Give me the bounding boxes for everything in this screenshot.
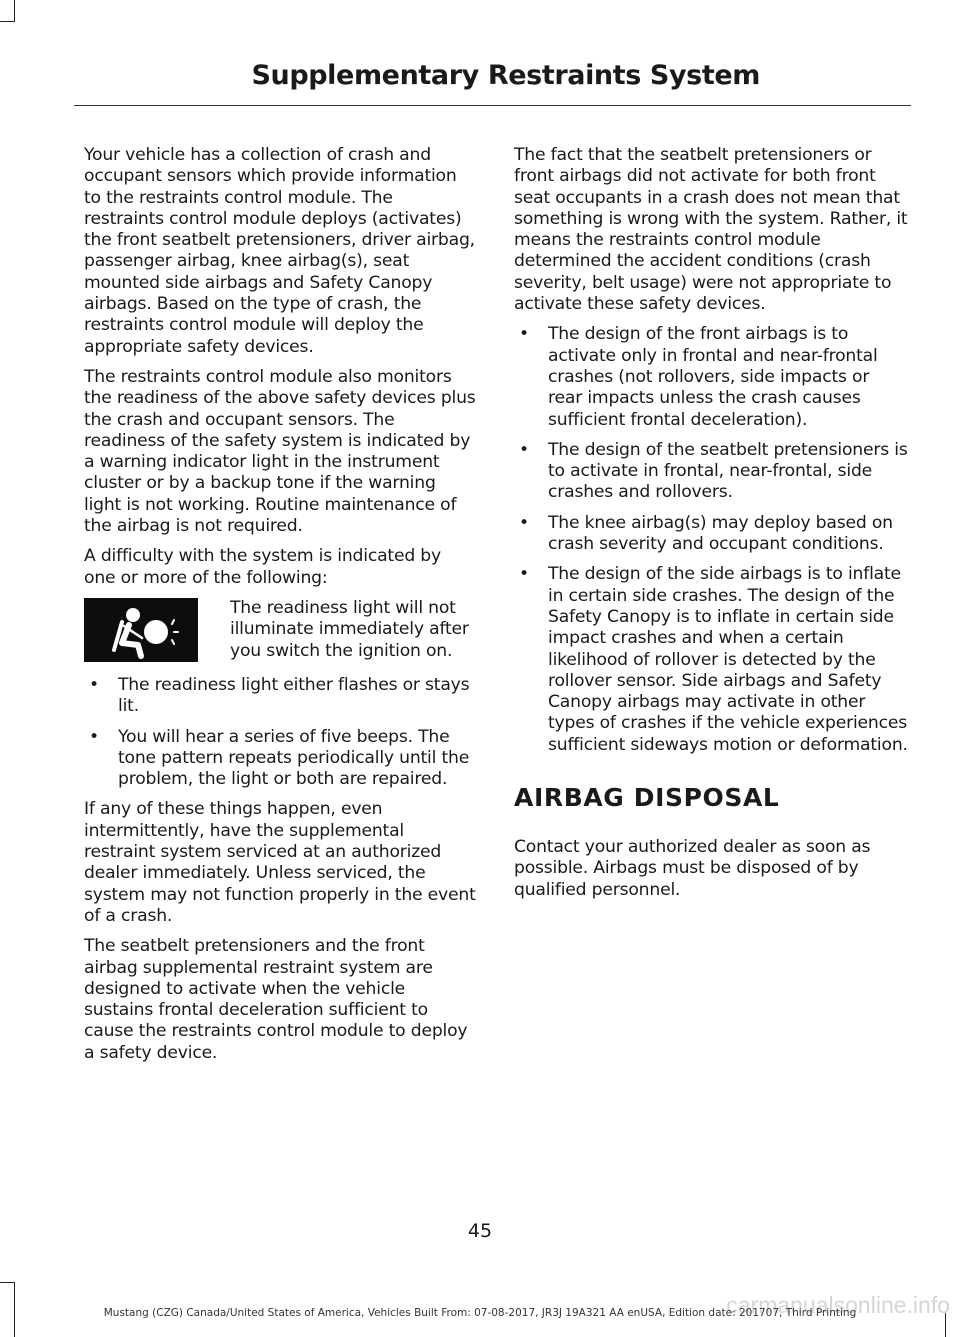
bullet-glyph: • xyxy=(519,439,529,460)
bullet-glyph: • xyxy=(519,512,529,533)
paragraph: If any of these things happen, even intermittently, have the supplemental restraint system serviced at an authorized dealer immediately. Unless serviced, the system may not function properly in the event of a crash. xyxy=(84,799,476,926)
header-divider xyxy=(74,105,911,106)
warning-light-row xyxy=(84,598,476,666)
list-item xyxy=(514,513,908,556)
list-item-text: The design of the front airbags is to activate only in frontal and near-frontal crashes (not rollovers, side impacts or rear impacts unless the crash causes sufficient frontal deceleration). xyxy=(548,324,878,430)
crop-mark xyxy=(14,0,15,22)
bullet-glyph: • xyxy=(89,674,99,695)
paragraph: Your vehicle has a collection of crash and occupant sensors which provide information to the restraints control module. The restraints control module deploys (activates) the front seatbelt pretensioners, driver airbag, passenger airbag, knee airbag(s), seat mounted side airbags and Safety Canopy airbags. Based on the type of crash, the restraints control module will deploy the appropriate safety devices. xyxy=(84,145,475,357)
section-heading: AIRBAG DISPOSAL xyxy=(514,783,780,813)
warning-light-description: The readiness light will not illuminate immediately after you switch the ignition on. xyxy=(230,597,469,661)
right-column xyxy=(514,145,908,910)
paragraph: The fact that the seatbelt pretensioners or front airbags did not activate for both front seat occupants in a crash does not mean that something is wrong with the system. Rather, it means the restraints control module determined the accident conditions (crash severity, belt usage) were not appropriate to activate these safety devices. xyxy=(514,145,908,315)
list-item xyxy=(514,564,908,756)
list-item-text: You will hear a series of five beeps. The tone pattern repeats periodically until the problem, the light or both are repaired. xyxy=(118,726,470,790)
list-item-text: The design of the side airbags is to inflate in certain side crashes. The design of the Safety Canopy is to inflate in certain side impact crashes and when a certain likelihood of rollover is detected by the rollover sensor. Side airbags and Safety Canopy airbags may activate in other types of crashes if the vehicle experiences sufficient sideways motion or deformation. xyxy=(548,564,908,755)
crop-mark xyxy=(0,21,14,22)
list-item xyxy=(84,675,476,718)
airbag-warning-icon-graphic xyxy=(84,598,198,662)
crop-mark xyxy=(0,1282,14,1283)
paragraph: The seatbelt pretensioners and the front airbag supplemental restraint system are designed to activate when the vehicle sustains frontal deceleration sufficient to cause the restraints control module to deploy a safety device. xyxy=(84,936,468,1063)
left-column xyxy=(84,145,476,1073)
bullet-glyph: • xyxy=(519,324,529,345)
page-title: Supplementary Restraints System xyxy=(251,60,760,91)
list-item xyxy=(84,727,476,791)
paragraph: Contact your authorized dealer as soon as possible. Airbags must be disposed of by qualified personnel. xyxy=(514,837,871,900)
list-item-text: The design of the seatbelt pretensioners is to activate in frontal, near-frontal, side crashes and rollovers. xyxy=(548,439,908,503)
list-item xyxy=(514,324,908,430)
watermark: carmanualsonline.info xyxy=(726,1292,950,1318)
footer-edition-info: Mustang (CZG) Canada/United States of America, Vehicles Built From: 07-08-2017, JR3J 19A321 AA enUSA, Edition date: 201707, Third Printing xyxy=(103,1307,857,1319)
paragraph: The restraints control module also monitors the readiness of the above safety devices plus the crash and occupant sensors. The readiness of the safety system is indicated by a warning indicator light in the instrument cluster or by a backup tone if the warning light is not working. Routine maintenance of the airbag is not required. xyxy=(84,366,476,537)
list-item xyxy=(514,440,908,504)
airbag-warning-icon xyxy=(84,598,198,662)
list-item-text: The knee airbag(s) may deploy based on crash severity and occupant conditions. xyxy=(548,512,893,555)
bullet-glyph: • xyxy=(519,564,529,585)
list-item-text: The readiness light either flashes or stays lit. xyxy=(118,674,470,717)
paragraph: A difficulty with the system is indicated by one or more of the following: xyxy=(84,546,441,588)
page-number: 45 xyxy=(467,1220,493,1242)
bullet-glyph: • xyxy=(89,726,99,747)
